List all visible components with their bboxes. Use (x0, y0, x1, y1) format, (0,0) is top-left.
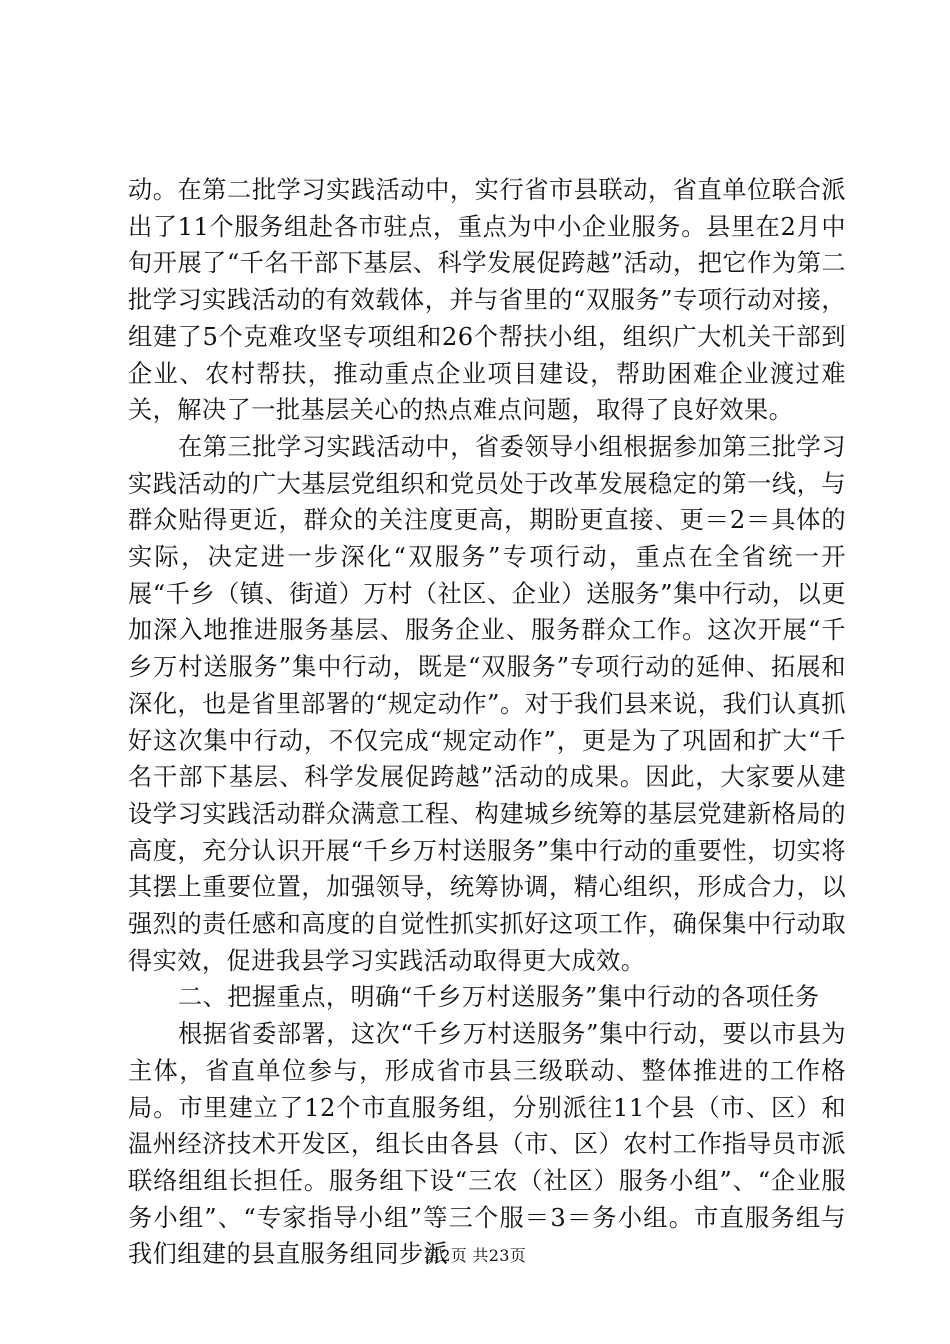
document-body (128, 172, 846, 1273)
paragraph-continuation: 动。在第二批学习实践活动中，实行省市县联动，省直单位联合派出了11个服务组赴各市驻点，重点为中小企业服务。县里在2月中旬开展了“千名干部下基层、科学发展促跨越”活动，把它作为第二批学习实践活动的有效载体，并与省里的“双服务”专项行动对接，组建了5个克难攻坚专项组和26个帮扶小组，组织广大机关干部到企业、农村帮扶，推动重点企业项目建设，帮助困难企业渡过难关，解决了一批基层关心的热点难点问题，取得了良好效果。 (128, 176, 846, 425)
page-footer: 第2页 共23页 (423, 1246, 527, 1265)
paragraph-third-batch: 在第三批学习实践活动中，省委领导小组根据参加第三批学习实践活动的广大基层党组织和党员处于改革发展稳定的第一线，与群众贴得更近，群众的关注度更高，期盼更直接、更＝2＝具体的实际，决定进一步深化“双服务”专项行动，重点在全省统一开展“千乡（镇、街道）万村（社区、企业）送服务”集中行动，以更加深入地推进服务基层、服务企业、服务群众工作。这次开展“千乡万村送服务”集中行动，既是“双服务”专项行动的延伸、拓展和深化，也是省里部署的“规定动作”。对于我们县来说，我们认真抓好这次集中行动，不仅完成“规定动作”，更是为了巩固和扩大“千名干部下基层、科学发展促跨越”活动的成果。因此，大家要从建设学习实践活动群众满意工程、构建城乡统筹的基层党建新格局的高度，充分认识开展“千乡万村送服务”集中行动的重要性，切实将其摆上重要位置，加强领导，统筹协调，精心组织，形成合力，以强烈的责任感和高度的自觉性抓实抓好这项工作，确保集中行动取得实效，促进我县学习实践活动取得更大成效。 (128, 432, 846, 975)
paragraph-deployment: 根据省委部署，这次“千乡万村送服务”集中行动，要以市县为主体，省直单位参与，形成省市县三级联动、整体推进的工作格局。市里建立了12个市直服务组，分别派往11个县（市、区）和温州经济技术开发区，组长由各县（市、区）农村工作指导员市派联络组组长担任。服务组下设“三农（社区）服务小组”、“企业服务小组”、“专家指导小组”等三个服＝3＝务小组。市直服务组与我们组建的县直服务组同步派 (128, 1020, 846, 1269)
section-heading: 二、把握重点，明确“千乡万村送服务”集中行动的各项任务 (178, 983, 820, 1012)
